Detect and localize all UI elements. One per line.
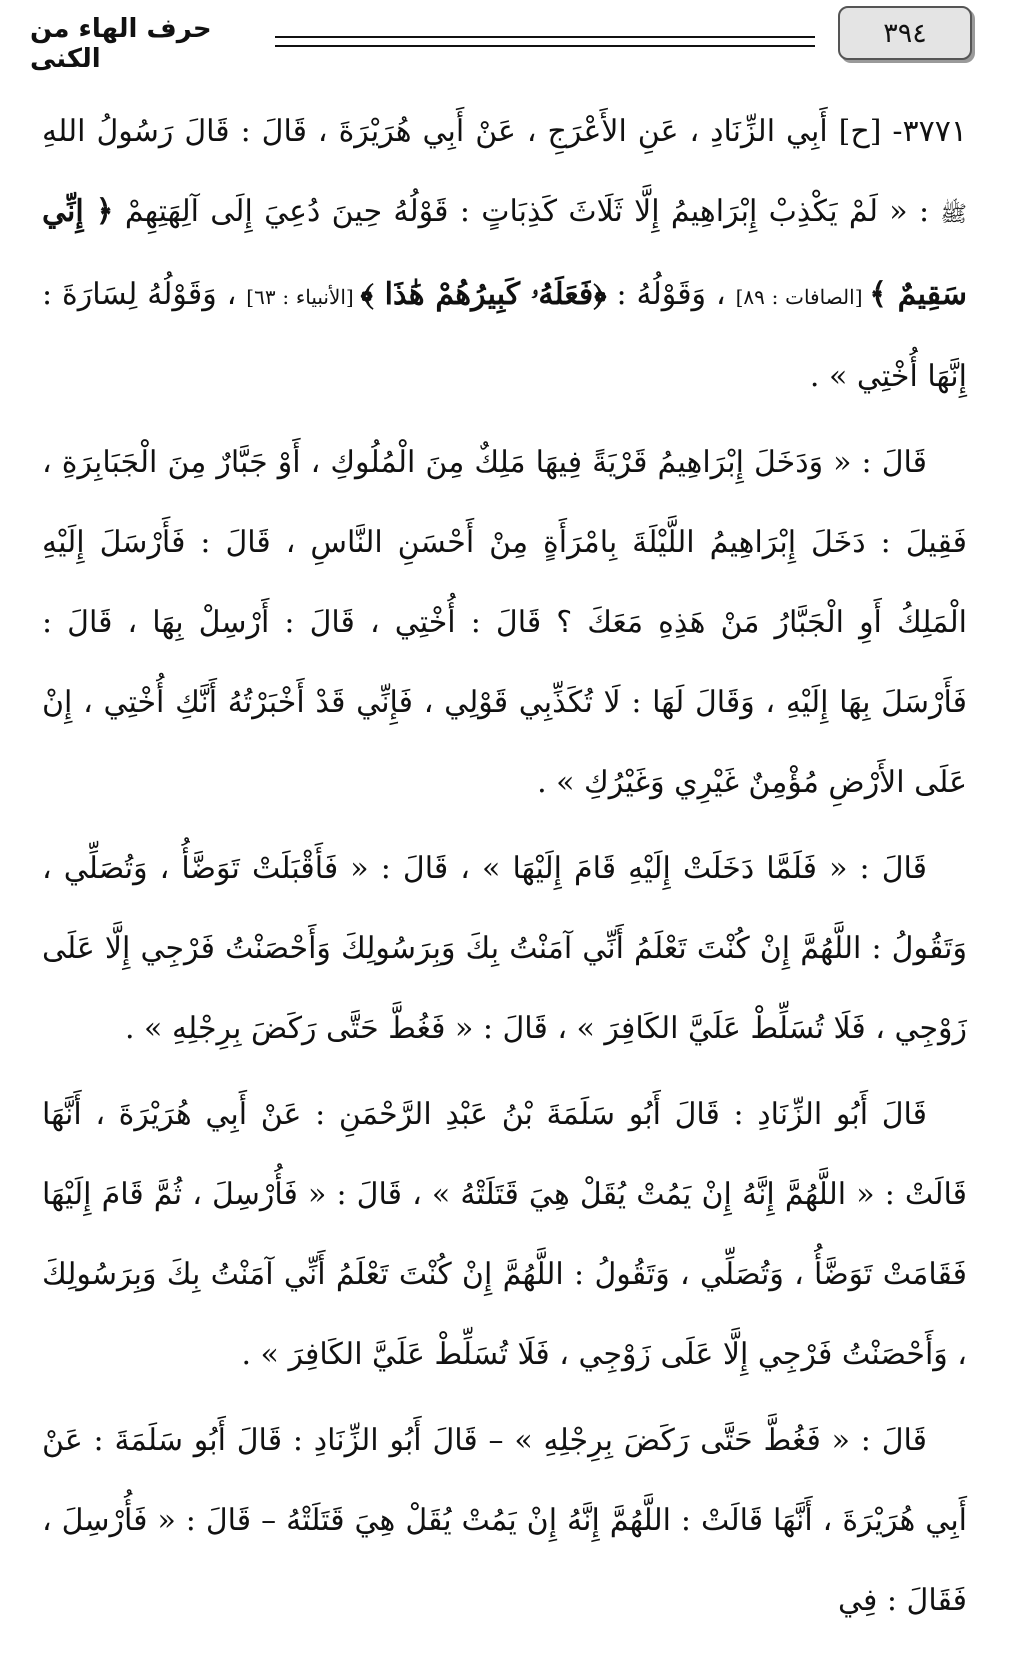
- page-number-badge: [838, 6, 972, 60]
- quran-reference: [الأنبياء : ٦٣]: [246, 285, 361, 309]
- salutation-glyph: ﷺ: [940, 202, 967, 227]
- text-segment: ، وَقَوْلُهُ :: [606, 277, 736, 312]
- text-segment: قَالَ : « وَدَخَلَ إِبْرَاهِيمُ قَرْيَةً فِيهَا مَلِكٌ مِنَ الْمُلُوكِ ، أَوْ جَبَّارٌ مِنَ الْجَبَابِرَةِ ، فَقِيلَ : دَخَلَ إِبْرَاهِيمُ اللَّيْلَةَ بِامْرَأَةٍ مِنْ أَحْسَنِ النَّاسِ ، قَالَ : فَأَرْسَلَ إِلَيْهِ الْمَلِكُ أَوِ الْجَبَّارُ مَنْ هَذِهِ مَعَكَ ؟ قَالَ : أُخْتِي ، قَالَ : أَرْسِلْ بِهَا ، قَالَ : فَأَرْسَلَ بِهَا إِلَيْهِ ، وَقَالَ لَهَا : لَا تُكَذِّبِي قَوْلِي ، فَإِنِّي قَدْ أَخْبَرْتُهُ أَنَّكِ أُخْتِي ، إِنْ عَلَى الأَرْضِ مُؤْمِنٌ غَيْرِي وَغَيْرُكِ » .: [42, 445, 967, 800]
- text-segment: : « لَمْ يَكْذِبْ إِبْرَاهِيمُ إِلَّا ثَلَاثَ كَذِبَاتٍ : قَوْلُهُ حِينَ دُعِيَ إِلَى آلِهَتِهِمْ: [113, 194, 941, 229]
- page-number: ٣٩٤: [883, 17, 927, 49]
- quran-quote: ﴿فَعَلَهُۥ كَبِيرُهُمْ هَٰذَا ﴾: [360, 277, 607, 312]
- paragraph-2: [42, 423, 967, 823]
- paragraph-4: [42, 1075, 967, 1395]
- text-segment: قَالَ : « فَلَمَّا دَخَلَتْ إِلَيْهِ قَامَ إِلَيْهَا » ، قَالَ : « فَأَقْبَلَتْ تَوَضَّأُ ، وَتُصَلِّي ، وَتَقُولُ : اللَّهُمَّ إِنْ كُنْتَ تَعْلَمُ أَنِّي آمَنْتُ بِكَ وَبِرَسُولِكَ وَأَحْصَنْتُ فَرْجِي إِلَّا عَلَى زَوْجِي ، فَلَا تُسَلِّطْ عَلَيَّ الكَافِرَ » ، قَالَ : « فَغُطَّ حَتَّى رَكَضَ بِرِجْلِهِ » .: [42, 851, 967, 1046]
- quran-quote: ﴿ إِنِّي سَقِيمٌ ﴾: [42, 194, 967, 312]
- running-title: حرف الهاء من الكنى: [30, 14, 212, 74]
- header-double-rule: [275, 36, 815, 47]
- quran-reference: [الصافات : ٨٩]: [735, 285, 870, 309]
- paragraph-5: [42, 1401, 967, 1641]
- paragraph-3: [42, 829, 967, 1069]
- text-segment: قَالَ أَبُو الزِّنَادِ : قَالَ أَبُو سَلَمَةَ بْنُ عَبْدِ الرَّحْمَنِ : عَنْ أَبِي هُرَيْرَةَ ، أَنَّهَا قَالَتْ : « اللَّهُمَّ إِنَّهُ إِنْ يَمُتْ يُقَلْ هِيَ قَتَلَتْهُ » ، قَالَ : « فَأُرْسِلَ ، ثُمَّ قَامَ إِلَيْهَا فَقَامَتْ تَوَضَّأُ ، وَتُصَلِّي ، وَتَقُولُ : اللَّهُمَّ إِنْ كُنْتَ تَعْلَمُ أَنِّي آمَنْتُ بِكَ وَبِرَسُولِكَ ، وَأَحْصَنْتُ فَرْجِي إِلَّا عَلَى زَوْجِي ، فَلَا تُسَلِّطْ عَلَيَّ الكَافِرَ » .: [42, 1097, 967, 1372]
- paragraph-hadith-3771: [42, 92, 967, 417]
- text-segment: ٣٧٧١- [ح] أَبِي الزِّنَادِ ، عَنِ الأَعْرَجِ ، عَنْ أَبِي هُرَيْرَةَ ، قَالَ : قَالَ رَسُولُ اللهِ: [42, 114, 967, 149]
- text-segment: ، وَقَوْلُهُ لِسَارَةَ : إِنَّهَا أُخْتِي » .: [42, 277, 967, 394]
- text-segment: قَالَ : « فَغُطَّ حَتَّى رَكَضَ بِرِجْلِهِ » – قَالَ أَبُو الزِّنَادِ : قَالَ أَبُو سَلَمَةَ : عَنْ أَبِي هُرَيْرَةَ ، أَنَّهَا قَالَتْ : اللَّهُمَّ إِنَّهُ إِنْ يَمُتْ يُقَلْ هِيَ قَتَلَتْهُ – قَالَ : « فَأُرْسِلَ ، فَقَالَ : فِي: [42, 1423, 967, 1618]
- page-body: [42, 92, 967, 1641]
- page-header: [0, 0, 1010, 80]
